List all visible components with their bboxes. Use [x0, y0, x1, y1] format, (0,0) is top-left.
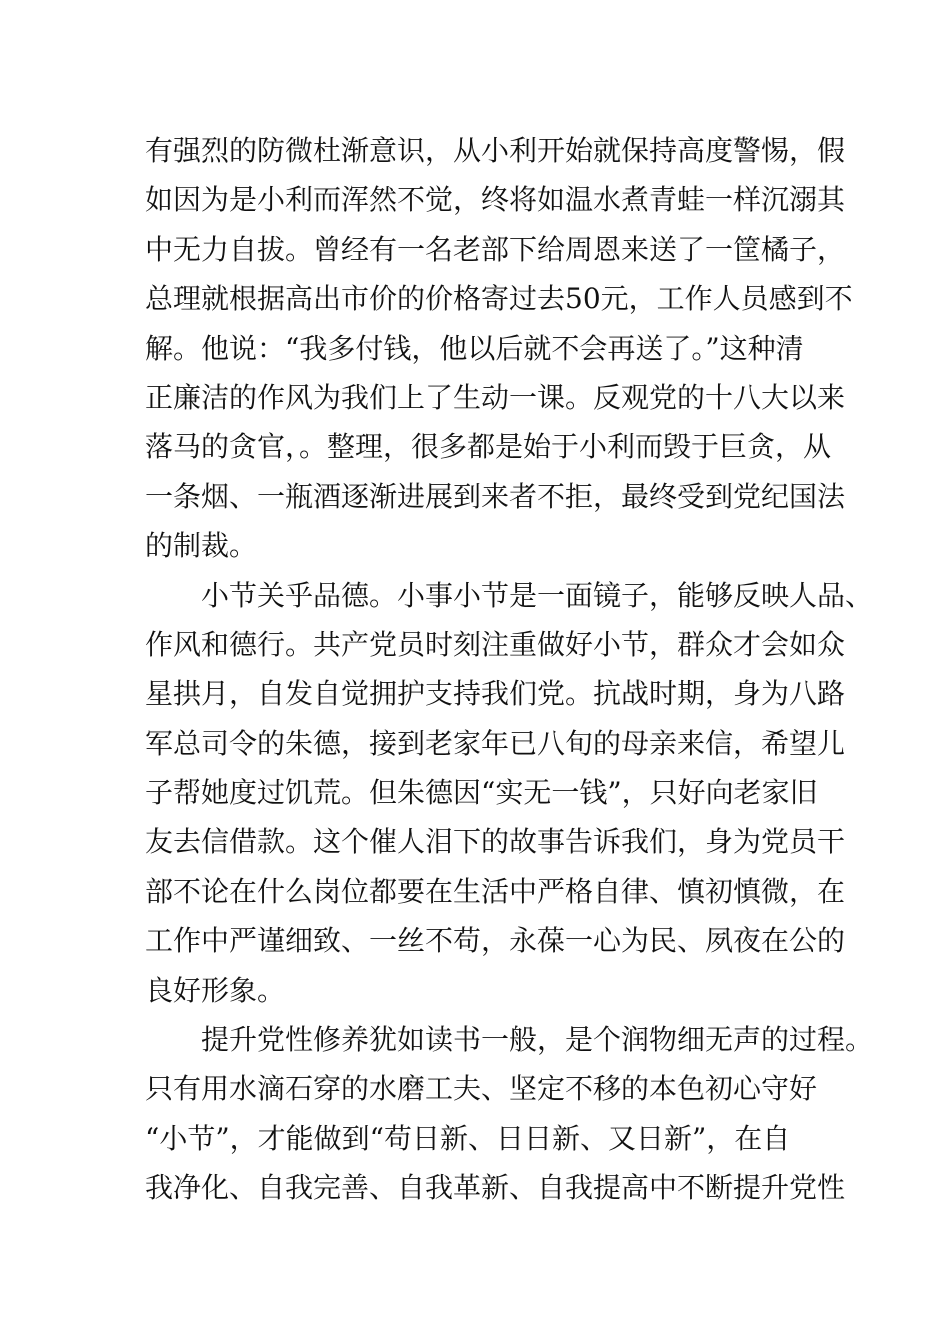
text-line: 正廉洁的作风为我们上了生动一课。反观党的十八大以来	[145, 380, 846, 414]
text-line: 子帮她度过饥荒。但朱德因“实无一钱”，只好向老家旧	[145, 776, 818, 810]
text-line: 的制裁。	[145, 529, 258, 563]
text-line: 中无力自拔。曾经有一名老部下给周恩来送了一筐橘子，	[145, 232, 846, 266]
text-line: 工作中严谨细致、一丝不苟，永葆一心为民、夙夜在公的	[145, 924, 846, 958]
text-line: 部不论在什么岗位都要在生活中严格自律、慎初慎微，在	[145, 874, 846, 908]
document-body	[145, 126, 874, 1213]
text-line: 军总司令的朱德，接到老家年已八旬的母亲来信，希望儿	[145, 726, 846, 760]
text-line: 落马的贪官，。整理，很多都是始于小利而毁于巨贪，从	[145, 430, 832, 464]
paragraph-start-line: 提升党性修养犹如读书一般，是个润物细无声的过程。	[201, 1023, 874, 1057]
text-line: 良好形象。	[145, 973, 286, 1007]
text-line: 友去信借款。这个催人泪下的故事告诉我们，身为党员干	[145, 825, 846, 859]
text-line: 总理就根据高出市价的价格寄过去50元，工作人员感到不	[145, 282, 853, 316]
text-line: “小节”，才能做到“苟日新、日日新、又日新”，在自	[145, 1121, 791, 1155]
text-line: 星拱月，自发自觉拥护支持我们党。抗战时期，身为八路	[145, 677, 846, 711]
paragraph-start-line: 小节关乎品德。小事小节是一面镜子，能够反映人品、	[201, 578, 874, 612]
text-line: 作风和德行。共产党员时刻注重做好小节，群众才会如众	[145, 627, 846, 661]
text-line: 只有用水滴石穿的水磨工夫、坚定不移的本色初心守好	[145, 1072, 818, 1106]
text-line: 解。他说：“我多付钱，他以后就不会再送了。”这种清	[145, 331, 804, 365]
text-line: 一条烟、一瓶酒逐渐进展到来者不拒，最终受到党纪国法	[145, 479, 846, 513]
text-line: 我净化、自我完善、自我革新、自我提高中不断提升党性	[145, 1171, 846, 1205]
text-line: 如因为是小利而浑然不觉，终将如温水煮青蛙一样沉溺其	[145, 183, 846, 217]
text-line: 有强烈的防微杜渐意识，从小利开始就保持高度警惕，假	[145, 134, 846, 167]
